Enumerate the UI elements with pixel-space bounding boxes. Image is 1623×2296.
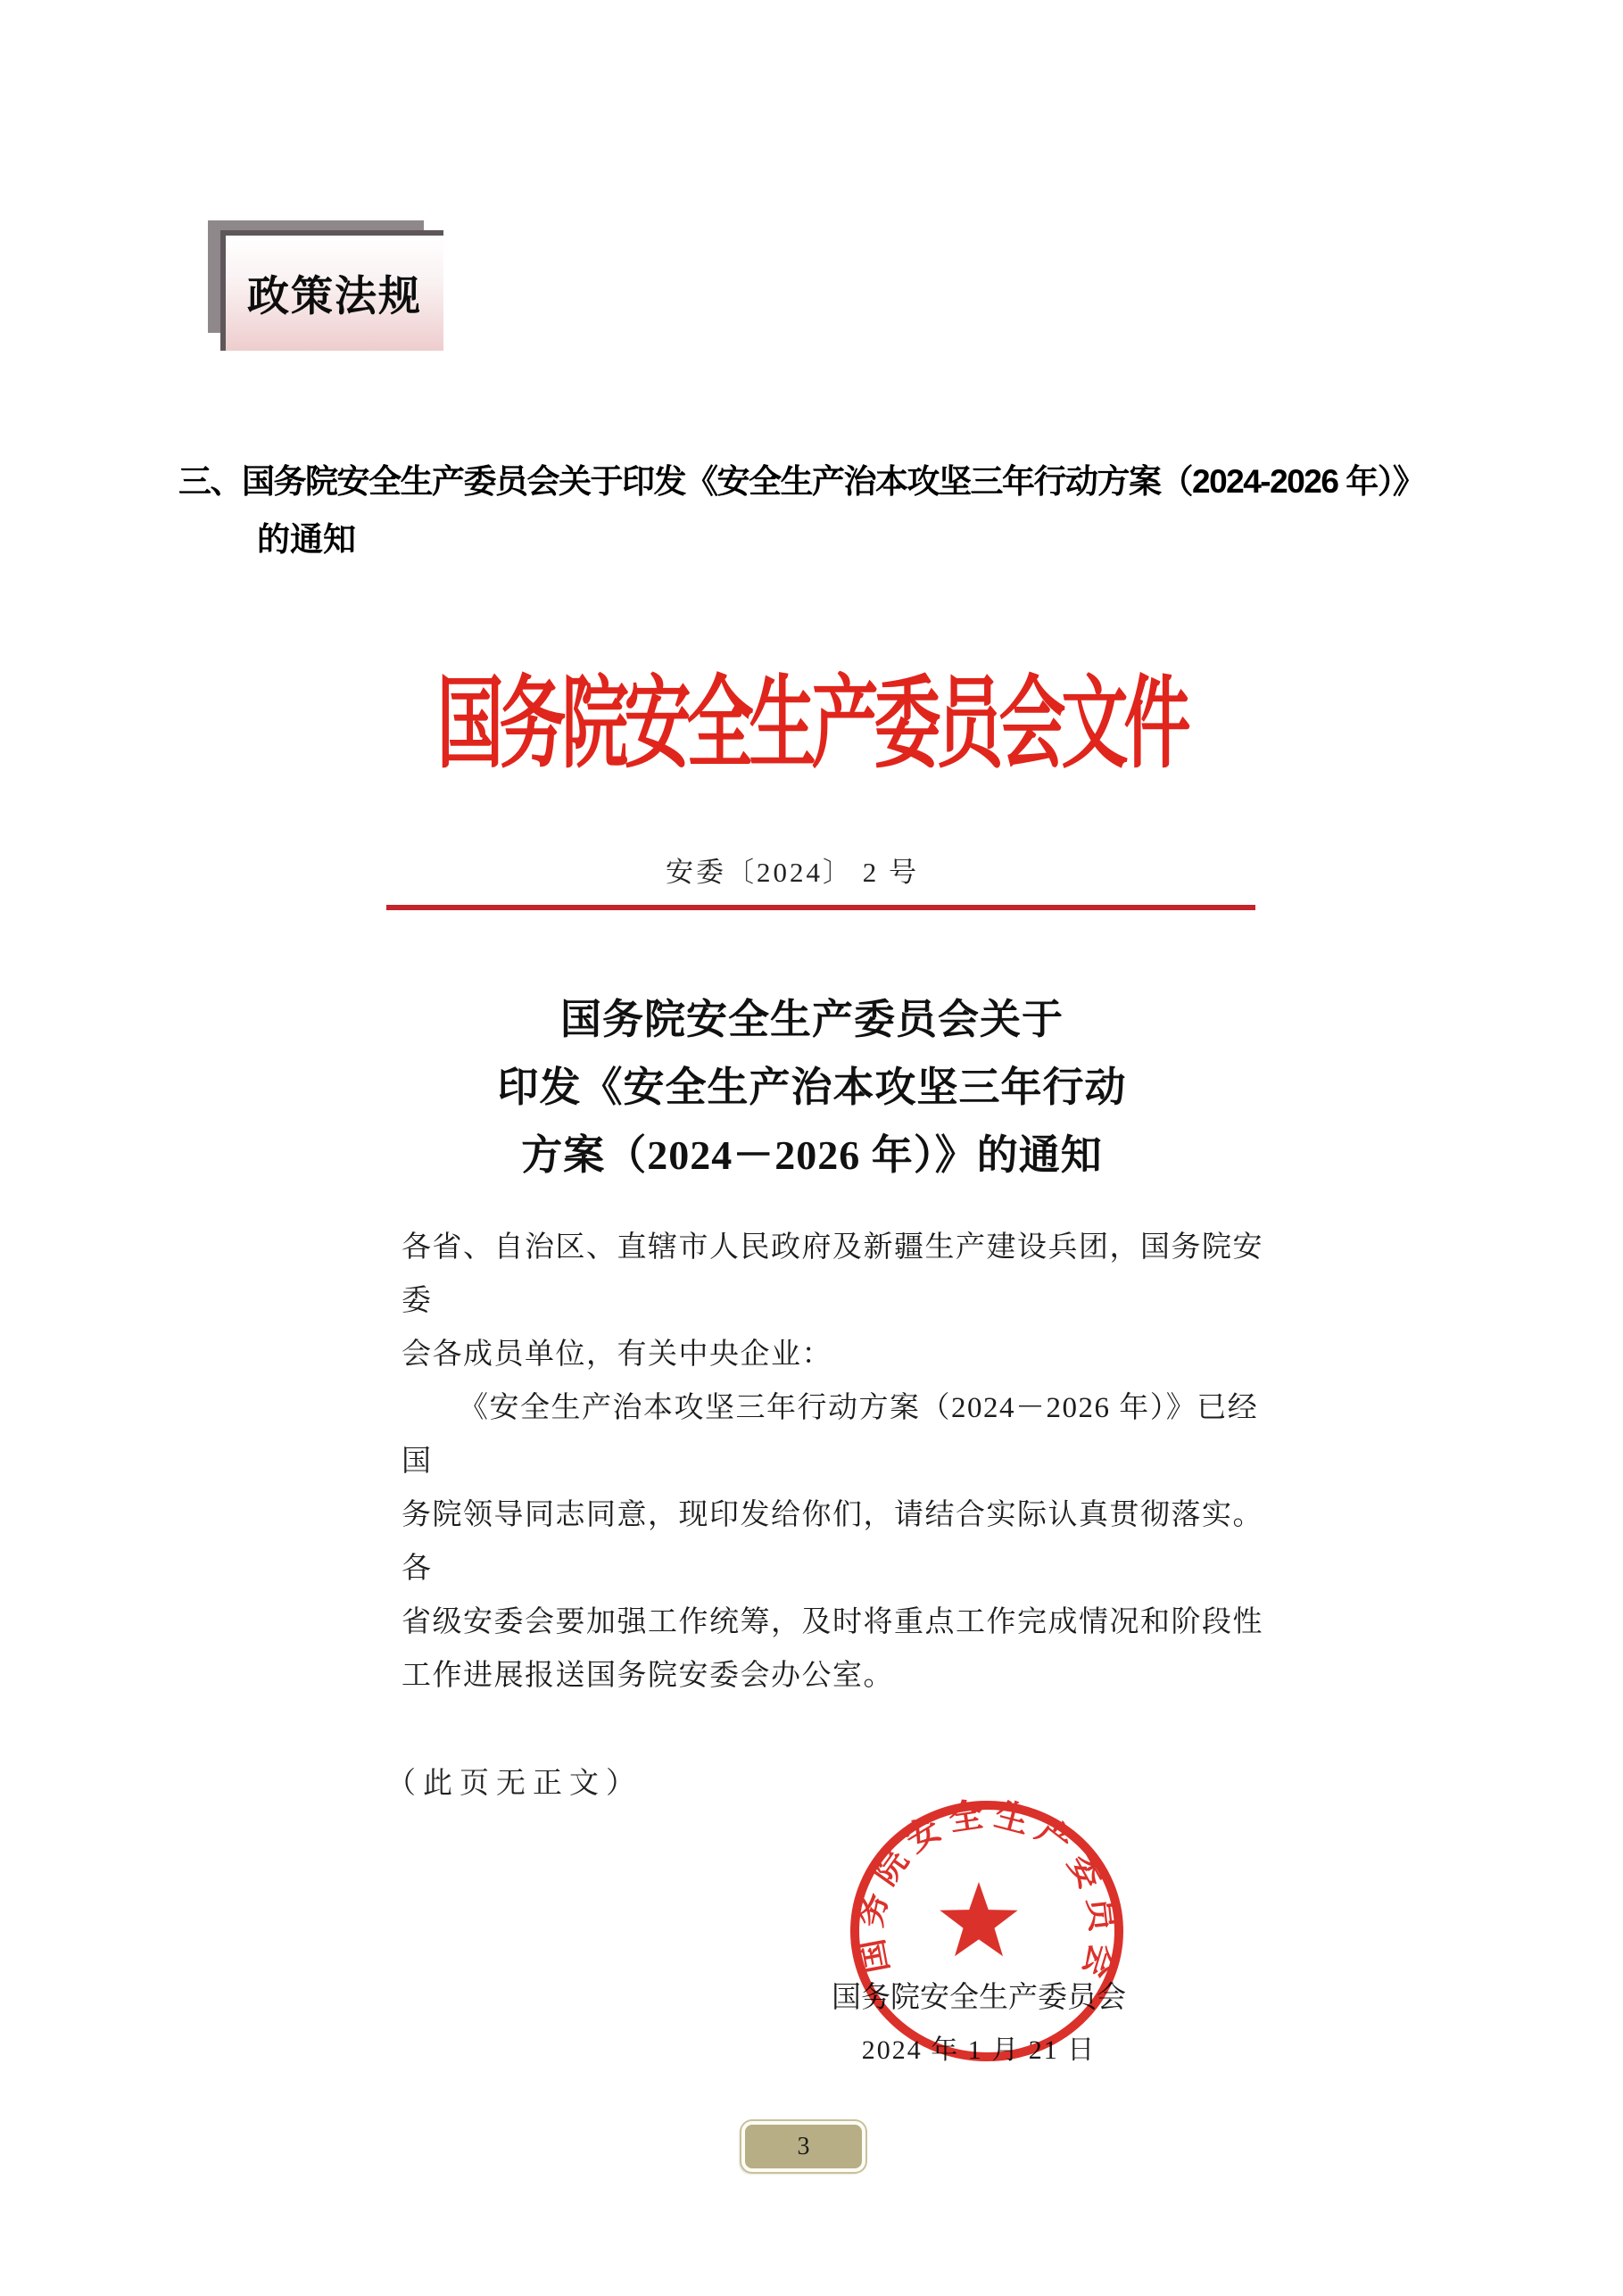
- signature-date: 2024 年 1 月 21 日: [861, 2035, 1097, 2065]
- document-body: [402, 1221, 1276, 1703]
- seal-arc-text-holder: [851, 1795, 1122, 1990]
- document-title-line3: 方案（2024－2026 年）》的通知: [521, 1132, 1103, 1178]
- document-title: [410, 986, 1213, 1189]
- body-line: 务院领导同志同意，现印发给你们，请结合实际认真贯彻落实。各: [402, 1499, 1263, 1585]
- document-number: 安委〔2024〕 2 号: [666, 857, 919, 888]
- policy-badge-label: 政策法规: [247, 272, 422, 319]
- page-number-tab: [741, 2121, 865, 2172]
- body-line: 工作进展报送国务院安委会办公室。: [402, 1660, 894, 1692]
- page-number: 3: [797, 2132, 810, 2160]
- document-title-line2: 印发《安全生产治本攻坚三年行动: [497, 1065, 1127, 1110]
- body-line: 各省、自治区、直辖市人民政府及新疆生产建设兵团，国务院安委: [402, 1231, 1263, 1317]
- document-title-line1: 国务院安全生产委员会关于: [560, 997, 1064, 1042]
- section-heading-line2: 的通知: [257, 521, 356, 558]
- policy-badge: [220, 230, 443, 351]
- body-line: 省级安委会要加强工作统筹，及时将重点工作完成情况和阶段性: [402, 1606, 1263, 1638]
- document-letterhead: 国务院安全生产委员会文件: [436, 669, 1187, 781]
- section-heading-line1: 三、国务院安全生产委员会关于印发《安全生产治本攻坚三年行动方案（2024-2026 年）》: [178, 463, 1425, 500]
- signature-org: 国务院安全生产委员会: [832, 1982, 1126, 2014]
- seal-arc-text: 国务院安全生产委员会: [851, 1795, 1122, 1990]
- seal-star-icon: [940, 1882, 1017, 1956]
- red-separator-rule: [386, 905, 1255, 910]
- body-line: 会各成员单位，有关中央企业：: [402, 1339, 832, 1371]
- no-body-text-note: （此页无正文）: [386, 1768, 642, 1800]
- official-seal: [846, 1795, 1124, 2065]
- body-line: 《安全生产治本攻坚三年行动方案（2024－2026 年）》已经国: [402, 1392, 1259, 1478]
